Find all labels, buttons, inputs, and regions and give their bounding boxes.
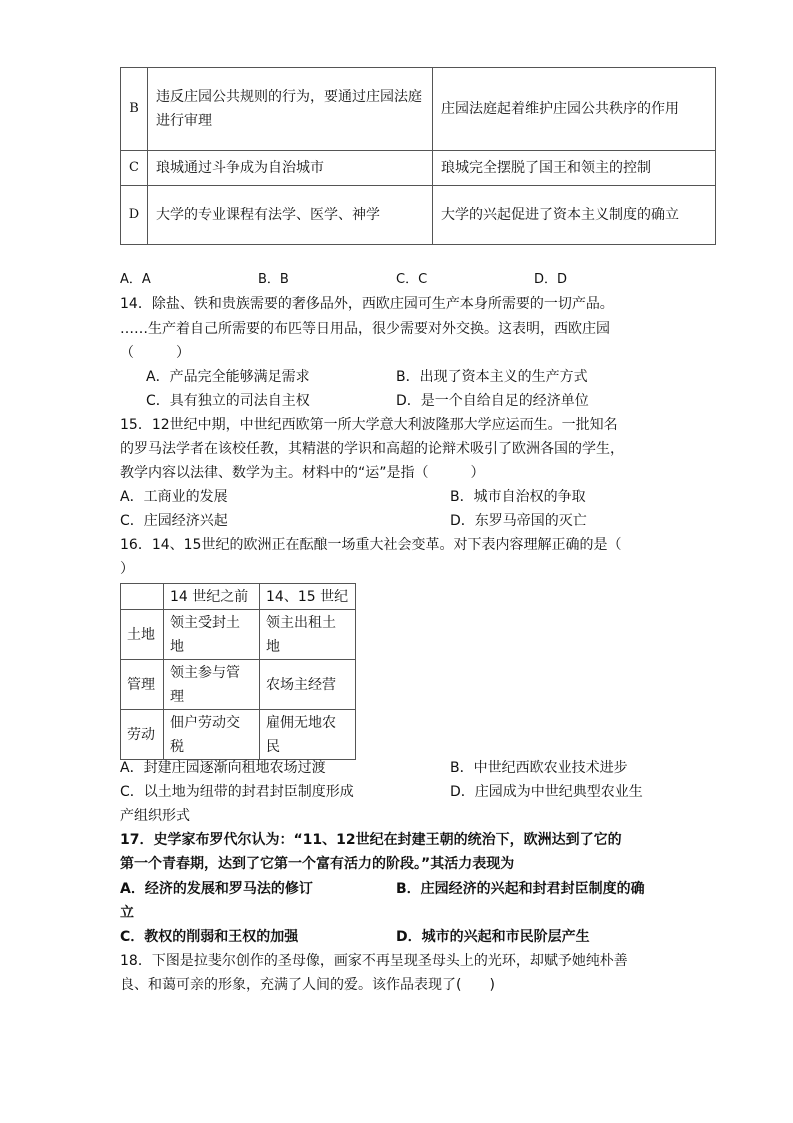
q17-stem-line2: 第一个青春期，达到了它第一个富有活力的阶段。”其活力表现为 [120,856,515,872]
q14-option-d: D．是一个自给自足的经济单位 [396,393,589,409]
before-cell: 领主受封土地 [164,610,260,660]
table-row [121,660,356,710]
row-label: D [121,186,148,245]
q14-stem-line1: 14．除盐、铁和贵族需要的奢侈品外，西欧庄园可生产本身所需要的一切产品。 [120,296,614,312]
q16-option-d: D．庄园成为中世纪典型农业生 [450,784,643,800]
after-cell: 农场主经营 [260,660,356,710]
header-cell-before: 14 世纪之前 [164,584,260,610]
after-cell: 雇佣无地农民 [260,710,356,760]
q15-option-d: D．东罗马帝国的灭亡 [450,513,587,529]
q15-stem-line2: 的罗马法学者在该校任教，其精湛的学识和高超的论辩术吸引了欧洲各国的学生， [120,441,624,457]
table-row [121,151,716,186]
q14-stem-line3: （ ） [120,345,190,361]
q15-option-c: C．庄园经济兴起 [120,513,228,529]
table-row [121,710,356,760]
event-cell: 违反庄园公共规则的行为，要通过庄园法庭进行审理 [148,68,433,151]
q14-option-a: A．产品完全能够满足需求 [146,369,310,385]
q15-option-b: B．城市自治权的争取 [450,489,586,505]
q18-stem-line1: 18．下图是拉斐尔创作的圣母像，画家不再呈现圣母头上的光环，却赋予她纯朴善 [120,953,628,969]
q13-option-d: D．D [534,272,568,287]
interpretation-cell: 大学的兴起促进了资本主义制度的确立 [433,186,716,245]
header-cell-empty [121,584,164,610]
event-cell: 大学的专业课程有法学、医学、神学 [148,186,433,245]
q15-option-a: A．工商业的发展 [120,489,228,505]
q17-option-a: A．经济的发展和罗马法的修订 [120,881,313,897]
q13-table [120,67,716,245]
q14-option-c: C．具有独立的司法自主权 [146,393,310,409]
q16-option-c: C．以土地为纽带的封君封臣制度形成 [120,784,354,800]
q16-stem-line2: ） [120,561,134,577]
row-label: B [121,68,148,151]
q17-stem-line1: 17．史学家布罗代尔认为：“11、12世纪在封建王朝的统治下，欧洲达到了它的 [120,832,622,848]
q14-option-b: B．出现了资本主义的生产方式 [396,369,588,385]
after-cell: 领主出租土地 [260,610,356,660]
before-cell: 佃户劳动交税 [164,710,260,760]
table-row [121,610,356,660]
q16-option-a: A．封建庄园逐渐向租地农场过渡 [120,760,326,776]
q16-option-b: B．中世纪西欧农业技术进步 [450,760,628,776]
q17-option-b-continued: 立 [120,905,134,921]
q13-option-b: B．B [258,272,289,287]
q18-stem-line2: 良、和蔼可亲的形象，充满了人间的爱。该作品表现了( ) [120,977,495,993]
table-header-row [121,584,356,610]
q16-option-d-continued: 产组织形式 [120,808,190,824]
row-label: 土地 [121,610,164,660]
q17-option-b: B．庄园经济的兴起和封君封臣制度的确 [396,881,645,897]
table-row [121,186,716,245]
interpretation-cell: 庄园法庭起着维护庄园公共秩序的作用 [433,68,716,151]
row-label: C [121,151,148,186]
interpretation-cell: 琅城完全摆脱了国王和领主的控制 [433,151,716,186]
q15-stem-line1: 15．12世纪中期，中世纪西欧第一所大学意大利波隆那大学应运而生。一批知名 [120,417,618,433]
q16-table [120,583,356,760]
q13-option-c: C．C [396,272,428,287]
q15-stem-line3: 教学内容以法律、数学为主。材料中的“运”是指（ ） [120,465,485,481]
q17-option-c: C．教权的削弱和王权的加强 [120,929,299,945]
row-label: 劳动 [121,710,164,760]
q14-stem-line2: ……生产着自己所需要的布匹等日用品，很少需要对外交换。这表明，西欧庄园 [120,321,610,337]
q16-stem-line1: 16．14、15世纪的欧洲正在酝酿一场重大社会变革。对下表内容理解正确的是（ [120,537,622,553]
before-cell: 领主参与管理 [164,660,260,710]
table-row [121,68,716,151]
row-label: 管理 [121,660,164,710]
q13-option-a: A．A [120,272,151,287]
header-cell-after: 14、15 世纪 [260,584,356,610]
event-cell: 琅城通过斗争成为自治城市 [148,151,433,186]
q17-option-d: D．城市的兴起和市民阶层产生 [396,929,590,945]
